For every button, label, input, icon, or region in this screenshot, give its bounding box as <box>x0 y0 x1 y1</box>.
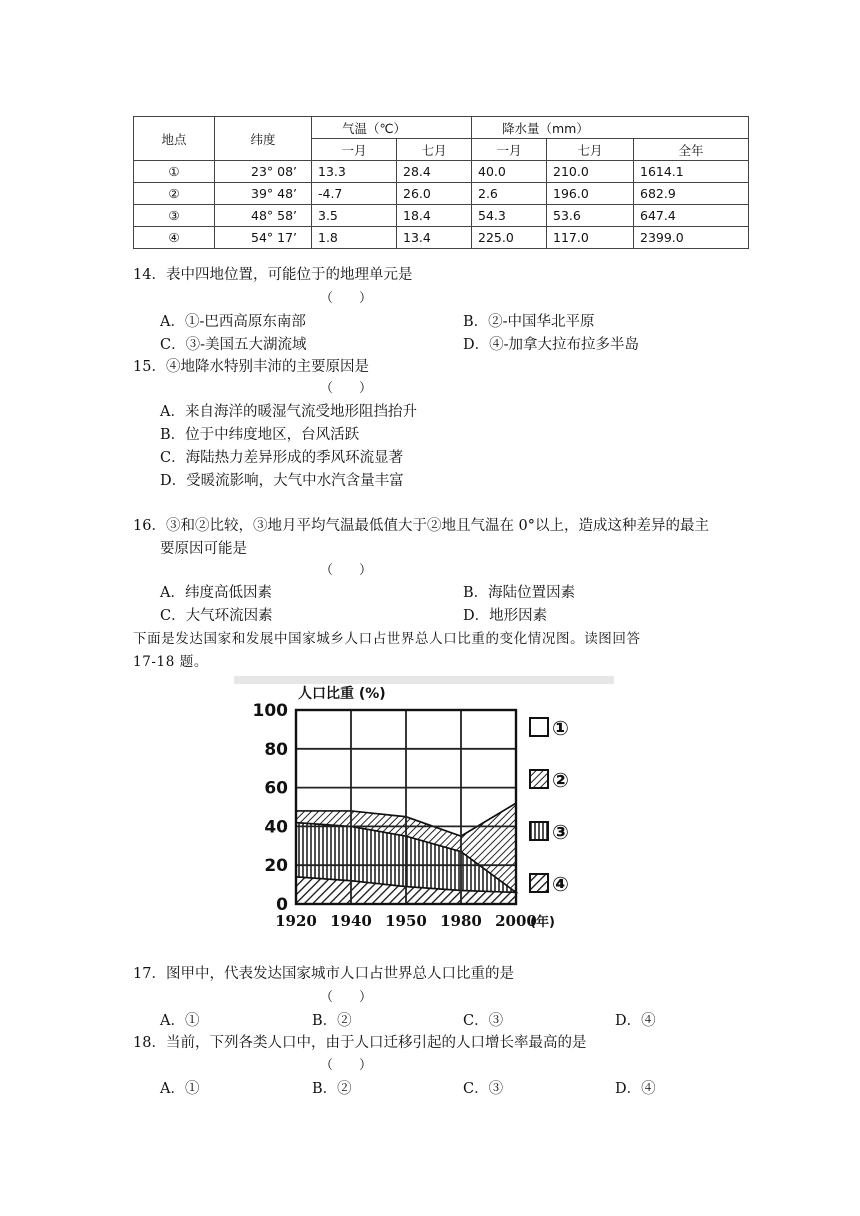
header-precipitation: 降水量（mm） <box>472 117 749 139</box>
question-16-stem: 16．③和②比较，③地月平均气温最低值大于②地且气温在 0°以上，造成这种差异的最主 <box>133 518 710 534</box>
option-b: B．位于中纬度地区，台风活跃 <box>160 427 360 443</box>
y-tick-label: 80 <box>264 739 288 760</box>
cell-p-jul: 53.6 <box>547 205 634 227</box>
x-tick-label: 1950 <box>385 912 427 930</box>
cell-t-jan: -4.7 <box>312 183 397 205</box>
climate-table <box>133 116 749 249</box>
option-d: D．④ <box>615 1013 656 1029</box>
y-tick-label: 20 <box>264 856 288 877</box>
legend-swatch <box>530 874 548 892</box>
cell-lat: 48° 58’ <box>215 205 312 227</box>
question-16-stem-cont: 要原因可能是 <box>160 541 247 557</box>
cell-id: ② <box>134 183 215 205</box>
option-d: D．地形因素 <box>463 608 548 624</box>
y-axis-title: 人口比重 (%) <box>298 686 386 702</box>
legend-swatch <box>530 718 548 736</box>
legend-swatch <box>530 822 548 840</box>
x-tick-label: 2000 <box>495 912 537 930</box>
answer-blank: （ ） <box>320 381 373 396</box>
option-d: D．④-加拿大拉布拉多半岛 <box>463 337 640 353</box>
cell-t-jul: 13.4 <box>397 227 472 249</box>
header-temp-jul: 七月 <box>397 139 472 161</box>
header-precip-jan: 一月 <box>472 139 547 161</box>
cell-t-jan: 1.8 <box>312 227 397 249</box>
option-c: C．③ <box>463 1081 504 1097</box>
cell-p-jul: 210.0 <box>547 161 634 183</box>
legend-label: ③ <box>552 820 569 844</box>
cell-p-year: 2399.0 <box>634 227 749 249</box>
question-15-stem: 15．④地降水特别丰沛的主要原因是 <box>133 359 369 375</box>
option-a: A．①-巴西高原东南部 <box>160 314 306 330</box>
y-tick-label: 40 <box>264 817 288 838</box>
legend-label: ④ <box>552 872 569 896</box>
header-precip-jul: 七月 <box>547 139 634 161</box>
cell-t-jul: 18.4 <box>397 205 472 227</box>
cell-lat: 39° 48’ <box>215 183 312 205</box>
answer-blank: （ ） <box>320 563 373 578</box>
cell-t-jan: 3.5 <box>312 205 397 227</box>
header-precip-year: 全年 <box>634 139 749 161</box>
cell-lat: 54° 17’ <box>215 227 312 249</box>
table-row <box>134 183 749 205</box>
option-a: A．① <box>160 1081 200 1097</box>
option-c: C．大气环流因素 <box>160 608 273 624</box>
table-row <box>134 161 749 183</box>
answer-blank: （ ） <box>320 990 373 1005</box>
cell-p-jan: 54.3 <box>472 205 547 227</box>
table-row <box>134 205 749 227</box>
option-a: A．来自海洋的暖湿气流受地形阻挡抬升 <box>160 404 417 420</box>
question-17-stem: 17．图甲中，代表发达国家城市人口占世界总人口比重的是 <box>133 966 514 982</box>
y-tick-label: 60 <box>264 778 288 799</box>
answer-blank: （ ） <box>320 1058 373 1073</box>
option-c: C．海陆热力差异形成的季风环流显著 <box>160 450 404 466</box>
legend-label: ② <box>552 768 569 792</box>
option-a: A．纬度高低因素 <box>160 585 272 601</box>
option-b: B．海陆位置因素 <box>463 585 576 601</box>
header-temperature: 气温（℃） <box>312 117 472 139</box>
cell-lat: 23° 08’ <box>215 161 312 183</box>
option-b: B．②-中国华北平原 <box>463 314 595 330</box>
legend-label: ① <box>552 716 569 740</box>
header-temp-jan: 一月 <box>312 139 397 161</box>
option-b: B．② <box>312 1013 352 1029</box>
x-tick-label: 1940 <box>330 912 372 930</box>
question-18-stem: 18．当前，下列各类人口中，由于人口迁移引起的人口增长率最高的是 <box>133 1035 587 1051</box>
x-tick-label: 1980 <box>440 912 482 930</box>
y-tick-label: 100 <box>252 701 288 721</box>
population-chart <box>234 676 614 948</box>
cell-p-year: 1614.1 <box>634 161 749 183</box>
cell-id: ① <box>134 161 215 183</box>
cell-p-jan: 225.0 <box>472 227 547 249</box>
header-place: 地点 <box>134 117 215 161</box>
option-c: C．③-美国五大湖流域 <box>160 337 307 353</box>
cell-p-jul: 117.0 <box>547 227 634 249</box>
header-latitude: 纬度 <box>215 117 312 161</box>
cell-t-jan: 13.3 <box>312 161 397 183</box>
y-tick-label: 0 <box>276 895 288 915</box>
intro-text-cont: 17-18 题。 <box>133 654 209 670</box>
option-b: B．② <box>312 1081 352 1097</box>
option-d: D．受暖流影响，大气中水汽含量丰富 <box>160 473 404 489</box>
cell-p-jul: 196.0 <box>547 183 634 205</box>
x-tick-label: 1920 <box>275 912 317 930</box>
intro-text: 下面是发达国家和发展中国家城乡人口占世界总人口比重的变化情况图。读图回答 <box>133 631 641 647</box>
option-c: C．③ <box>463 1013 504 1029</box>
option-a: A．① <box>160 1013 200 1029</box>
question-14-stem: 14．表中四地位置，可能位于的地理单元是 <box>133 267 413 283</box>
x-axis-unit: (年) <box>530 915 555 930</box>
cell-p-jan: 40.0 <box>472 161 547 183</box>
cell-p-jan: 2.6 <box>472 183 547 205</box>
cell-t-jul: 28.4 <box>397 161 472 183</box>
legend-swatch <box>530 770 548 788</box>
table-row <box>134 227 749 249</box>
answer-blank: （ ） <box>320 291 373 306</box>
cell-t-jul: 26.0 <box>397 183 472 205</box>
option-d: D．④ <box>615 1081 656 1097</box>
cell-p-year: 647.4 <box>634 205 749 227</box>
cell-id: ③ <box>134 205 215 227</box>
cell-id: ④ <box>134 227 215 249</box>
cell-p-year: 682.9 <box>634 183 749 205</box>
